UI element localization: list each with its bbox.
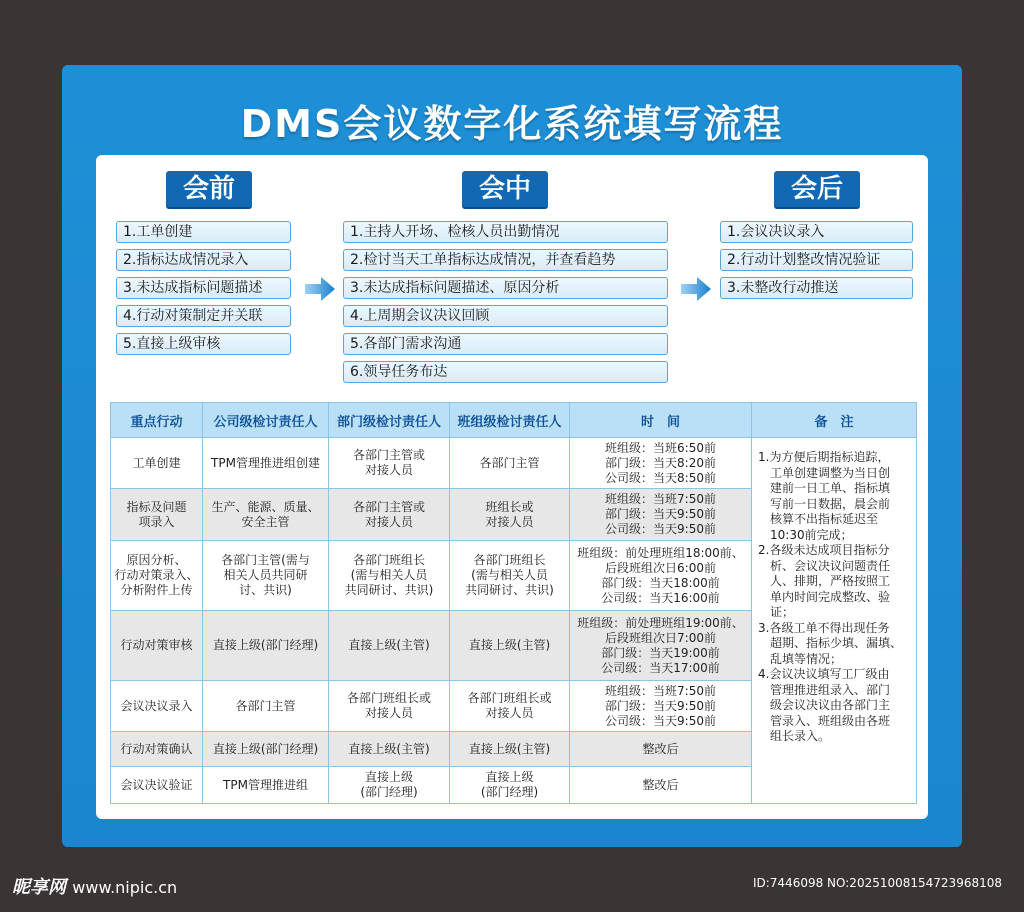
table-cell: 直接上级(主管) xyxy=(329,732,450,767)
table-cell: 原因分析、 行动对策录入、 分析附件上传 xyxy=(111,541,203,611)
brand-site: www.nipic.cn xyxy=(72,878,178,897)
table-cell: 直接上级(部门经理) xyxy=(203,732,329,767)
remarks-cell: 1.为方便后期指标追踪， 工单创建调整为当日创 建前一日工单、指标填 写前一日数据，晨会前 核算不出指标延迟至 10:30前完成； 2.各级未达成项目指标分 析、会议决议问题责任 人、排期，严格按照工 单内时间完成整改、验 证； 3.各级工单不得出现任务 超期、指标少填、漏填、 乱填等情况； 4.会议决议填写工厂级由 管理推进组录入、部门 级会议决议由各部门主 管录入、班组级由各班 组长录入。 xyxy=(752,438,917,804)
arrow-right-icon xyxy=(681,277,711,301)
table-cell: 各部门班组长 (需与相关人员 共同研讨、共识) xyxy=(329,541,450,611)
table-cell: 班组长或 对接人员 xyxy=(450,489,570,541)
watermark-brand xyxy=(12,873,177,899)
table-cell: 各部门主管或 对接人员 xyxy=(329,438,450,489)
table-cell: 指标及问题 项录入 xyxy=(111,489,203,541)
table-cell: 工单创建 xyxy=(111,438,203,489)
step-item: 1.会议决议录入 xyxy=(720,221,913,243)
table-cell: 各部门主管或 对接人员 xyxy=(329,489,450,541)
table-cell: 会议决议验证 xyxy=(111,767,203,804)
table-cell: 班组级：当班6:50前 部门级：当天8:20前 公司级：当天8:50前 xyxy=(570,438,752,489)
board xyxy=(62,65,962,847)
phase-steps-before xyxy=(116,221,291,361)
step-item: 1.主持人开场、检核人员出勤情况 xyxy=(343,221,668,243)
table-cell: 直接上级(主管) xyxy=(450,732,570,767)
table-cell: 各部门主管 xyxy=(450,438,570,489)
table-row xyxy=(111,438,917,489)
phase-steps-during xyxy=(343,221,668,389)
column-header: 时 间 xyxy=(570,403,752,438)
column-header: 部门级检讨责任人 xyxy=(329,403,450,438)
phase-header-during: 会中 xyxy=(462,171,548,207)
table-cell: 直接上级(主管) xyxy=(450,611,570,681)
column-header: 备 注 xyxy=(752,403,917,438)
phase-header-before: 会前 xyxy=(166,171,252,207)
step-item: 2.指标达成情况录入 xyxy=(116,249,291,271)
table-header-row xyxy=(111,403,917,438)
brand-name: 昵享网 xyxy=(12,877,66,898)
column-header: 公司级检讨责任人 xyxy=(203,403,329,438)
step-item: 3.未达成指标问题描述、原因分析 xyxy=(343,277,668,299)
step-item: 6.领导任务布达 xyxy=(343,361,668,383)
step-item: 4.行动对策制定并关联 xyxy=(116,305,291,327)
table-cell: 班组级：前处理班组19:00前、 后段班组次日7:00前 部门级：当天19:00前 公司级：当天17:00前 xyxy=(570,611,752,681)
table-cell: 各部门班组长或 对接人员 xyxy=(450,681,570,732)
table-cell: 各部门班组长或 对接人员 xyxy=(329,681,450,732)
column-header: 重点行动 xyxy=(111,403,203,438)
table-cell: 行动对策确认 xyxy=(111,732,203,767)
phase-header-after: 会后 xyxy=(774,171,860,207)
table-cell: 各部门主管 xyxy=(203,681,329,732)
step-item: 4.上周期会议决议回顾 xyxy=(343,305,668,327)
table-cell: 直接上级(部门经理) xyxy=(203,611,329,681)
table-cell: 整改后 xyxy=(570,732,752,767)
column-header: 班组级检讨责任人 xyxy=(450,403,570,438)
table-cell: 会议决议录入 xyxy=(111,681,203,732)
table-cell: 直接上级 (部门经理) xyxy=(329,767,450,804)
table-cell: 各部门主管(需与 相关人员共同研 讨、共识) xyxy=(203,541,329,611)
table-cell: 直接上级 (部门经理) xyxy=(450,767,570,804)
step-item: 5.各部门需求沟通 xyxy=(343,333,668,355)
responsibility-table xyxy=(110,402,917,804)
step-item: 2.行动计划整改情况验证 xyxy=(720,249,913,271)
content-panel xyxy=(96,155,928,819)
phase-steps-after xyxy=(720,221,913,305)
table-cell: 班组级：当班7:50前 部门级：当天9:50前 公司级：当天9:50前 xyxy=(570,681,752,732)
arrow-right-icon xyxy=(305,277,335,301)
table-cell: 整改后 xyxy=(570,767,752,804)
table-cell: 直接上级(主管) xyxy=(329,611,450,681)
table-cell: 班组级：当班7:50前 部门级：当天9:50前 公司级：当天9:50前 xyxy=(570,489,752,541)
table-cell: 各部门班组长 (需与相关人员 共同研讨、共识) xyxy=(450,541,570,611)
table-cell: 班组级：前处理班组18:00前、 后段班组次日6:00前 部门级：当天18:00前 公司级：当天16:00前 xyxy=(570,541,752,611)
table-cell: 生产、能源、质量、 安全主管 xyxy=(203,489,329,541)
page-title: DMS会议数字化系统填写流程 xyxy=(240,102,784,146)
step-item: 3.未达成指标问题描述 xyxy=(116,277,291,299)
image-id-text: ID:7446098 NO:20251008154723968108 xyxy=(752,876,1002,890)
step-item: 2.检讨当天工单指标达成情况，并查看趋势 xyxy=(343,249,668,271)
table-cell: TPM管理推进组创建 xyxy=(203,438,329,489)
step-item: 5.直接上级审核 xyxy=(116,333,291,355)
step-item: 1.工单创建 xyxy=(116,221,291,243)
table-cell: 行动对策审核 xyxy=(111,611,203,681)
table-cell: TPM管理推进组 xyxy=(203,767,329,804)
step-item: 3.未整改行动推送 xyxy=(720,277,913,299)
